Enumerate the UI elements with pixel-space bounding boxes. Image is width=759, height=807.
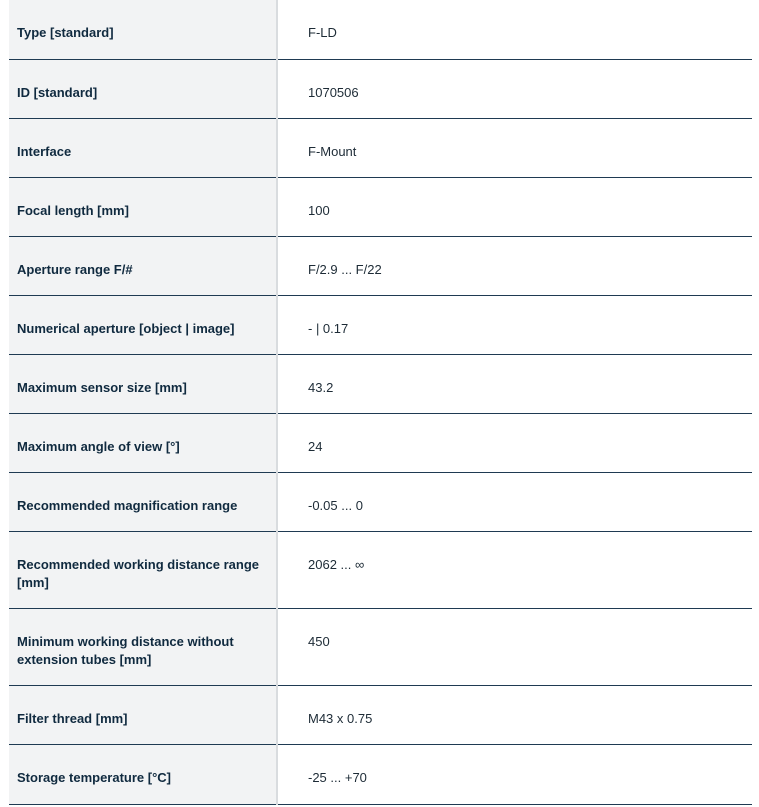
spec-value: 24 bbox=[277, 413, 752, 472]
table-row bbox=[9, 472, 752, 531]
spec-label: Filter thread [mm] bbox=[9, 685, 277, 744]
spec-value: F/2.9 ... F/22 bbox=[277, 236, 752, 295]
table-row bbox=[9, 354, 752, 413]
spec-value: 2062 ... ∞ bbox=[277, 531, 752, 608]
table-row bbox=[9, 0, 752, 59]
spec-label: Interface bbox=[9, 118, 277, 177]
table-row bbox=[9, 236, 752, 295]
table-row bbox=[9, 608, 752, 685]
table-row bbox=[9, 685, 752, 744]
spec-label: Minimum working distance without extension tubes [mm] bbox=[9, 608, 277, 685]
spec-label: Storage temperature [°C] bbox=[9, 744, 277, 804]
spec-label: Type [standard] bbox=[9, 0, 277, 59]
spec-value: 100 bbox=[277, 177, 752, 236]
spec-label: Recommended working distance range [mm] bbox=[9, 531, 277, 608]
spec-label: ID [standard] bbox=[9, 59, 277, 118]
specifications-table bbox=[9, 0, 752, 805]
spec-label: Numerical aperture [object | image] bbox=[9, 295, 277, 354]
spec-value: 1070506 bbox=[277, 59, 752, 118]
spec-value: M43 x 0.75 bbox=[277, 685, 752, 744]
spec-value: -25 ... +70 bbox=[277, 744, 752, 804]
spec-label: Aperture range F/# bbox=[9, 236, 277, 295]
spec-value: 450 bbox=[277, 608, 752, 685]
table-row bbox=[9, 413, 752, 472]
spec-value: -0.05 ... 0 bbox=[277, 472, 752, 531]
table-row bbox=[9, 59, 752, 118]
spec-value: F-LD bbox=[277, 0, 752, 59]
spec-label: Maximum angle of view [°] bbox=[9, 413, 277, 472]
table-row bbox=[9, 531, 752, 608]
spec-value: 43.2 bbox=[277, 354, 752, 413]
table-row bbox=[9, 177, 752, 236]
spec-label: Focal length [mm] bbox=[9, 177, 277, 236]
spec-label: Maximum sensor size [mm] bbox=[9, 354, 277, 413]
table-row bbox=[9, 118, 752, 177]
spec-value: F-Mount bbox=[277, 118, 752, 177]
table-row bbox=[9, 295, 752, 354]
table-row bbox=[9, 744, 752, 804]
spec-label: Recommended magnification range bbox=[9, 472, 277, 531]
spec-value: - | 0.17 bbox=[277, 295, 752, 354]
